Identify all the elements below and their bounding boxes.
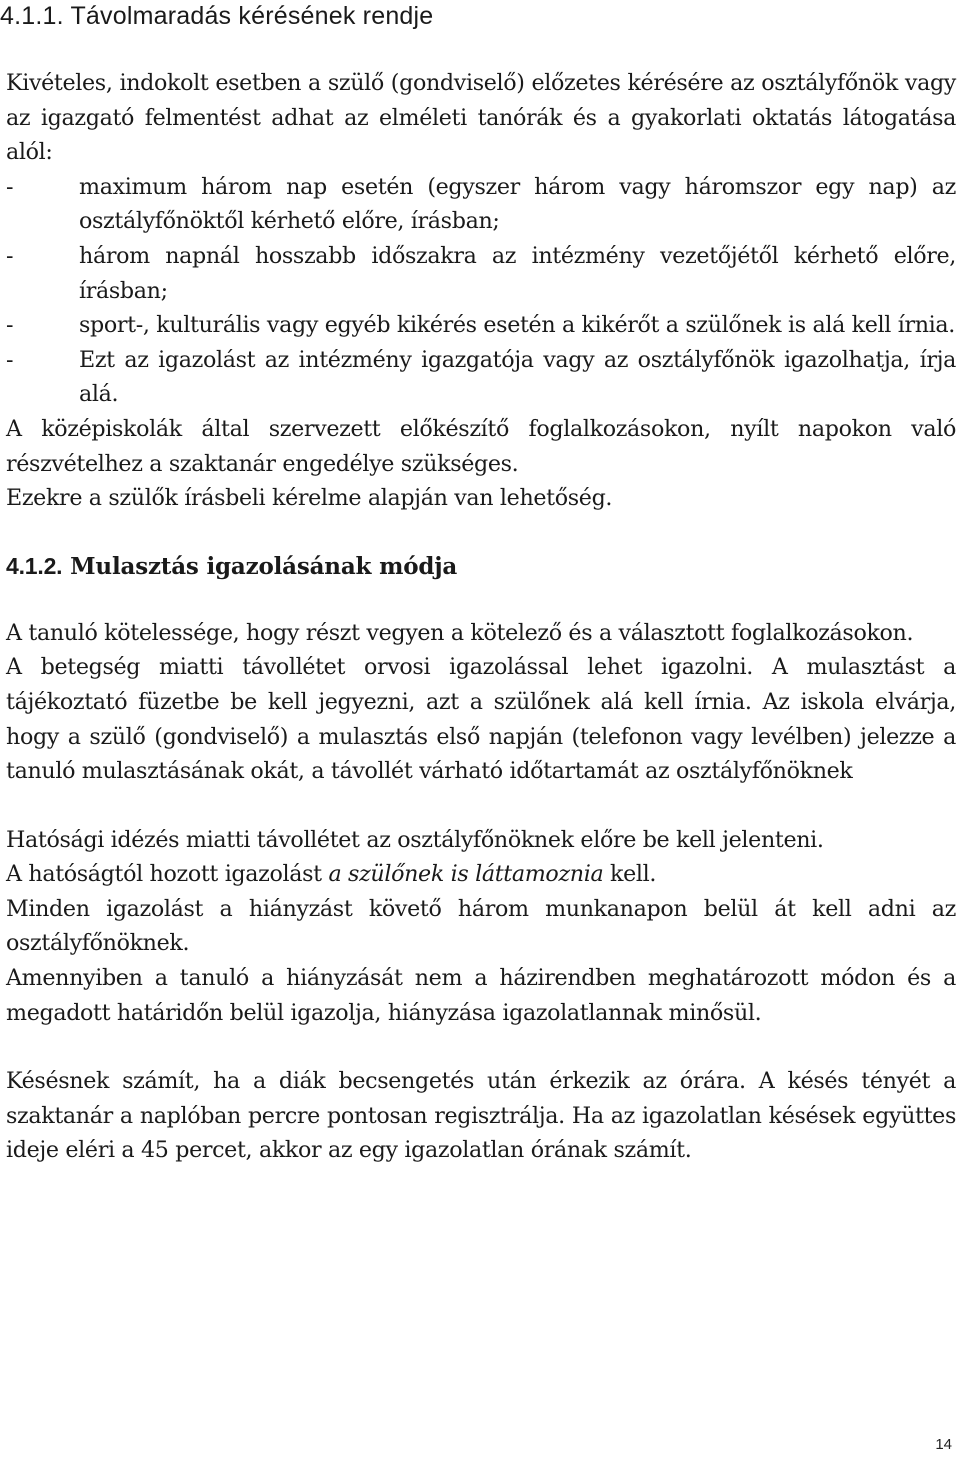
request-rules-list	[6, 170, 956, 412]
authority-text-start: A hatóságtól hozott igazolást	[6, 861, 329, 888]
page-number: 14	[935, 1436, 952, 1453]
unexcused-absence-paragraph: Amennyiben a tanuló a hiányzását nem a házirendben meghatározott módon és a megadott határidőn belül igazolja, hiányzása igazolatlannak minősül.	[6, 965, 956, 1026]
preparatory-sessions-paragraph: A középiskolák által szervezett előkészítő foglalkozásokon, nyílt napokon való részvételhez a szaktanár engedélye szükséges.	[6, 415, 956, 477]
illness-absence-paragraph: A betegség miatti távollétet orvosi igazolással lehet igazolni. A mulasztást a tájékoztató füzetbe be kell jegyezni, azt a szülőnek alá kell írnia. Az iskola elvárja, hogy a szülő (gondviselő) a mulasztás első napján (telefonon vagy levélben) jelezze a tanuló mulasztásának okát, a távollét várható időtartamát az osztályfőnöknek	[6, 654, 956, 785]
list-item-text: három napnál hosszabb időszakra az intézmény vezetőjétől kérhető előre, írásban;	[79, 242, 956, 304]
list-item	[6, 239, 956, 308]
list-dash: -	[6, 242, 14, 269]
list-dash: -	[6, 312, 14, 339]
list-item	[6, 308, 956, 343]
section-number: 4.1.2.	[6, 552, 63, 579]
lateness-paragraph: Késésnek számít, ha a diák becsengetés után érkezik az órára. A késés tényét a szaktanár a naplóban percre pontosan regisztrálja. Ha az igazolatlan késések együttes ideje eléri a 45 percet, akkor az egy igazolatlan órának számít.	[6, 1068, 956, 1164]
list-item-text: sport-, kulturális vagy egyéb kikérés esetén a kikérőt a szülőnek is alá kell írnia.	[79, 312, 955, 339]
section-heading-4-1-1	[0, 0, 956, 31]
parent-request-paragraph: Ezekre a szülők írásbeli kérelme alapján van lehetőség.	[6, 485, 613, 512]
authority-text-end: kell.	[603, 861, 657, 888]
section-heading-4-1-2	[6, 549, 956, 584]
section-title: Mulasztás igazolásának módja	[70, 552, 458, 580]
official-summons-paragraph: Hatósági idézés miatti távollétet az osztályfőnöknek előre be kell jelenteni.	[6, 826, 824, 853]
list-item	[6, 343, 956, 412]
section-number: 4.1.1.	[0, 2, 64, 30]
list-dash: -	[6, 173, 14, 200]
list-item-text: Ezt az igazolást az intézmény igazgatója vagy az osztályfőnök igazolhatja, írja alá.	[79, 346, 956, 408]
authority-certificate-paragraph	[6, 857, 956, 892]
list-item-text: maximum három nap esetén (egyszer három vagy háromszor egy nap) az osztályfőnöktől kérhető előre, írásban;	[79, 173, 956, 235]
student-duty-paragraph: A tanuló kötelessége, hogy részt vegyen a kötelező és a választott foglalkozásokon.	[6, 619, 914, 646]
parent-countersign-emphasis: a szülőnek is láttamoznia	[328, 861, 604, 888]
section-title: Távolmaradás kérésének rendje	[70, 2, 434, 30]
list-dash: -	[6, 346, 14, 373]
intro-paragraph: Kivételes, indokolt esetben a szülő (gondviselő) előzetes kérésére az osztályfőnök vagy az igazgató felmentést adhat az elméleti tanórák és a gyakorlati oktatás látogatása alól:	[6, 70, 956, 166]
list-item	[6, 170, 956, 239]
certificate-deadline-paragraph: Minden igazolást a hiányzást követő három munkanapon belül át kell adni az osztályfőnöknek.	[6, 895, 956, 957]
